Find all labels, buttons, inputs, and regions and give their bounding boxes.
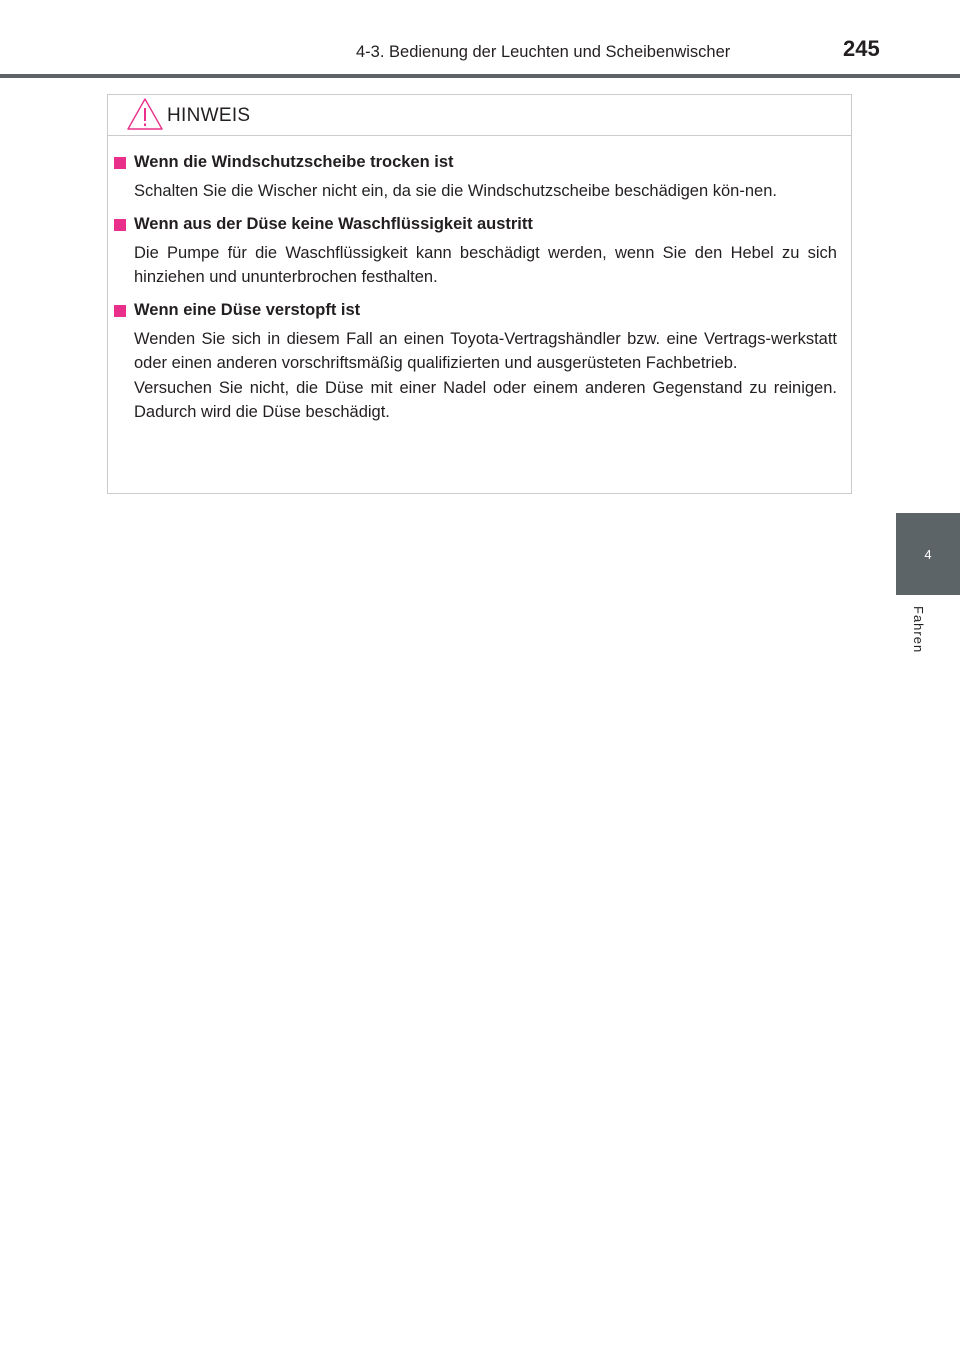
section-heading: Wenn eine Düse verstopft ist: [134, 300, 361, 319]
section-text: Schalten Sie die Wischer nicht ein, da sie die Windschutzscheibe beschädigen kön-nen.: [134, 182, 777, 200]
bullet-square-icon: [114, 219, 126, 231]
notice-header: [108, 95, 851, 136]
bullet-square-icon: [114, 305, 126, 317]
section-heading: Wenn die Windschutzscheibe trocken ist: [134, 153, 454, 171]
chapter-title: 4-3. Bedienung der Leuchten und Scheibenwischer: [356, 43, 731, 61]
bullet-square-icon: [114, 157, 126, 169]
section-heading: Wenn aus der Düse keine Waschflüssigkeit austritt: [134, 214, 533, 233]
header-divider: [0, 74, 960, 78]
notice-section: [108, 150, 837, 204]
section-text-continued: Versuchen Sie nicht, die Düse mit einer Nadel oder einem anderen Gegenstand zu reinigen. Dadurch wird die Düse beschädigt.: [134, 378, 837, 421]
notice-body: [108, 136, 851, 425]
chapter-tab: [896, 513, 960, 595]
section-text: Die Pumpe für die Waschflüssigkeit kann beschädigt werden, wenn Sie den Hebel zu sich hinziehen und ununterbrochen festhalten.: [134, 243, 837, 286]
notice-box: [107, 94, 852, 494]
notice-title: HINWEIS: [167, 105, 251, 126]
page-number: 245: [843, 36, 880, 61]
chapter-tab-number: 4: [924, 546, 932, 562]
notice-section: [108, 298, 837, 425]
warning-triangle-icon: [126, 97, 164, 131]
chapter-tab-label: Fahren: [911, 606, 926, 654]
section-text: Wenden Sie sich in diesem Fall an einen Toyota-Vertragshändler bzw. eine Vertrags-werkstatt oder einen anderen vorschriftsmäßig qualifizierten und ausgerüsteten Fachbetrieb.: [134, 329, 837, 372]
notice-section: [108, 212, 837, 290]
